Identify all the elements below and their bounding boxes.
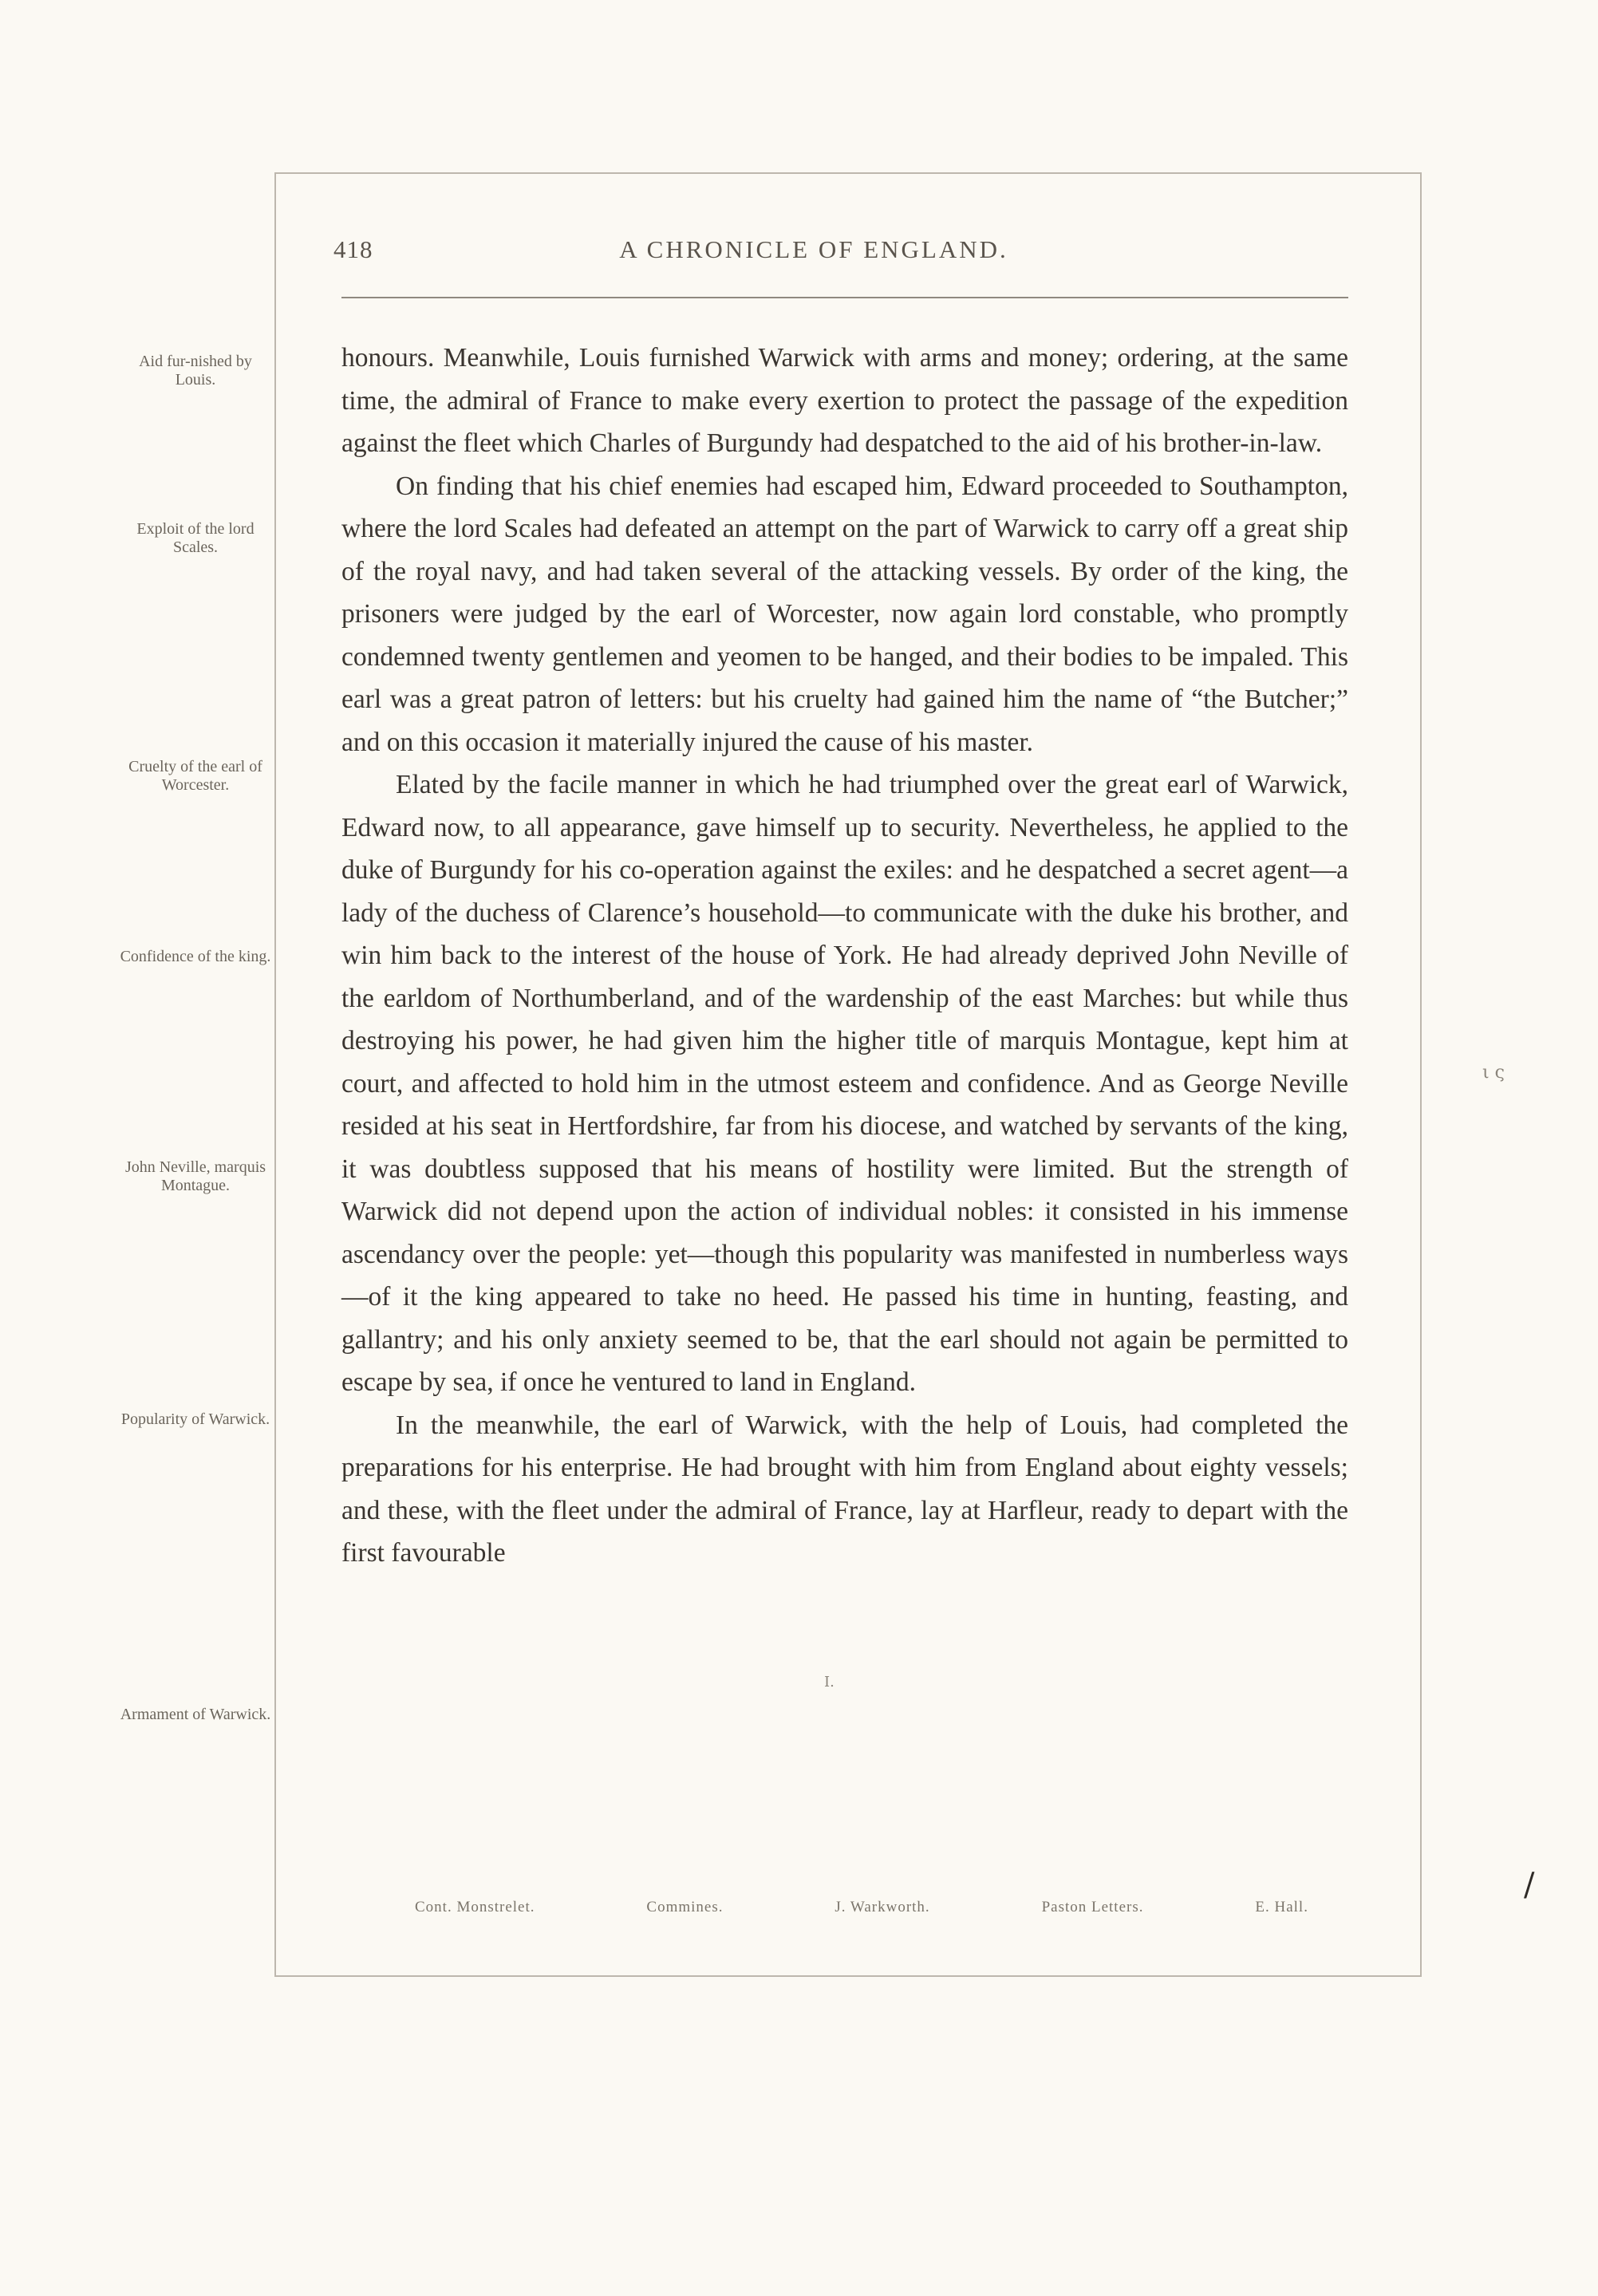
sidenote-aid-furnished: Aid fur-nished by Louis.: [139, 353, 252, 389]
sources-footer: [415, 1899, 1308, 1916]
header-rule: [341, 297, 1348, 298]
sidenote-popularity-warwick: Popularity of Warwick.: [120, 1410, 270, 1428]
sidenote-exploit-scales: Exploit of the lord Scales.: [136, 520, 254, 556]
source-hall: E. Hall.: [1255, 1899, 1308, 1915]
source-commines: Commines.: [646, 1899, 724, 1915]
page-number: 418: [333, 235, 373, 263]
running-title: A CHRONICLE OF ENGLAND.: [619, 235, 1008, 263]
body-text: [341, 337, 1348, 1575]
sidenote-confidence-king: Confidence of the king.: [120, 948, 271, 965]
sidenote-john-neville: John Neville, marquis Montague.: [124, 1158, 266, 1194]
stray-mark-2: ι ς: [1482, 1063, 1505, 1083]
source-paston: Paston Letters.: [1041, 1899, 1144, 1915]
paragraph-2: On finding that his chief enemies had escaped him, Edward proceeded to Southampton, where the lord Scales had defeated an attempt on the part of Warwick to carry off a great ship of the royal navy, and had taken several of the attacking vessels. By order of the king, the prisoners were judged by the earl of Worcester, now again lord constable, who promptly condemned twenty gentlemen and yeomen to be hanged, and their bodies to be impaled. This earl was a great patron of letters: but his cruelty had gained him the name of “the Butcher;” and on this occasion it materially injured the cause of his master.: [341, 471, 1348, 757]
source-monstrelet: Cont. Monstrelet.: [415, 1899, 535, 1915]
sidenote-armament-warwick: Armament of Warwick.: [120, 1706, 271, 1723]
paragraph-1: honours. Meanwhile, Louis furnished Warwick with arms and money; ordering, at the same time, the admiral of France to make every exertion to protect the passage of the expedition against the fleet which Charles of Burgundy had despatched to the aid of his brother-in-law.: [341, 343, 1348, 458]
sidenote-cruelty-worcester: Cruelty of the earl of Worcester.: [128, 758, 262, 794]
stray-mark-1: I.: [824, 1674, 835, 1690]
source-warkworth: J. Warkworth.: [835, 1899, 930, 1915]
paragraph-4: In the meanwhile, the earl of Warwick, with the help of Louis, had completed the preparations for his enterprise. He had brought with him from England about eighty vessels; and these, with the fleet under the admiral of France, lay at Harfleur, ready to depart with the first favourable: [341, 1410, 1348, 1568]
stray-mark-3: /: [1524, 1867, 1535, 1903]
paragraph-3: Elated by the facile manner in which he had triumphed over the great earl of Warwick, Edward now, to all appearance, gave himself up to security. Nevertheless, he applied to the duke of Burgundy for his co-operation against the exiles: and he despatched a secret agent—a lady of the duchess of Clarence’s household—to communicate with the duke his brother, and win him back to the interest of the house of York. He had already deprived John Neville of the earldom of Northumberland, and of the wardenship of the east Marches: but while thus destroying his power, he had given him the higher title of marquis Montague, kept him at court, and affected to hold him in the utmost esteem and confidence. And as George Neville resided at his seat in Hertfordshire, far from his diocese, and watched by servants of the king, it was doubtless supposed that his means of hostility were limited. But the strength of Warwick did not depend upon the action of individual nobles: it consisted in his immense ascendancy over the people: yet—though this popularity was manifested in numberless ways—of it the king appeared to take no heed. He passed his time in hunting, feasting, and gallantry; and his only anxiety seemed to be, that the earl should not again be permitted to escape by sea, if once he ventured to land in England.: [341, 770, 1348, 1397]
